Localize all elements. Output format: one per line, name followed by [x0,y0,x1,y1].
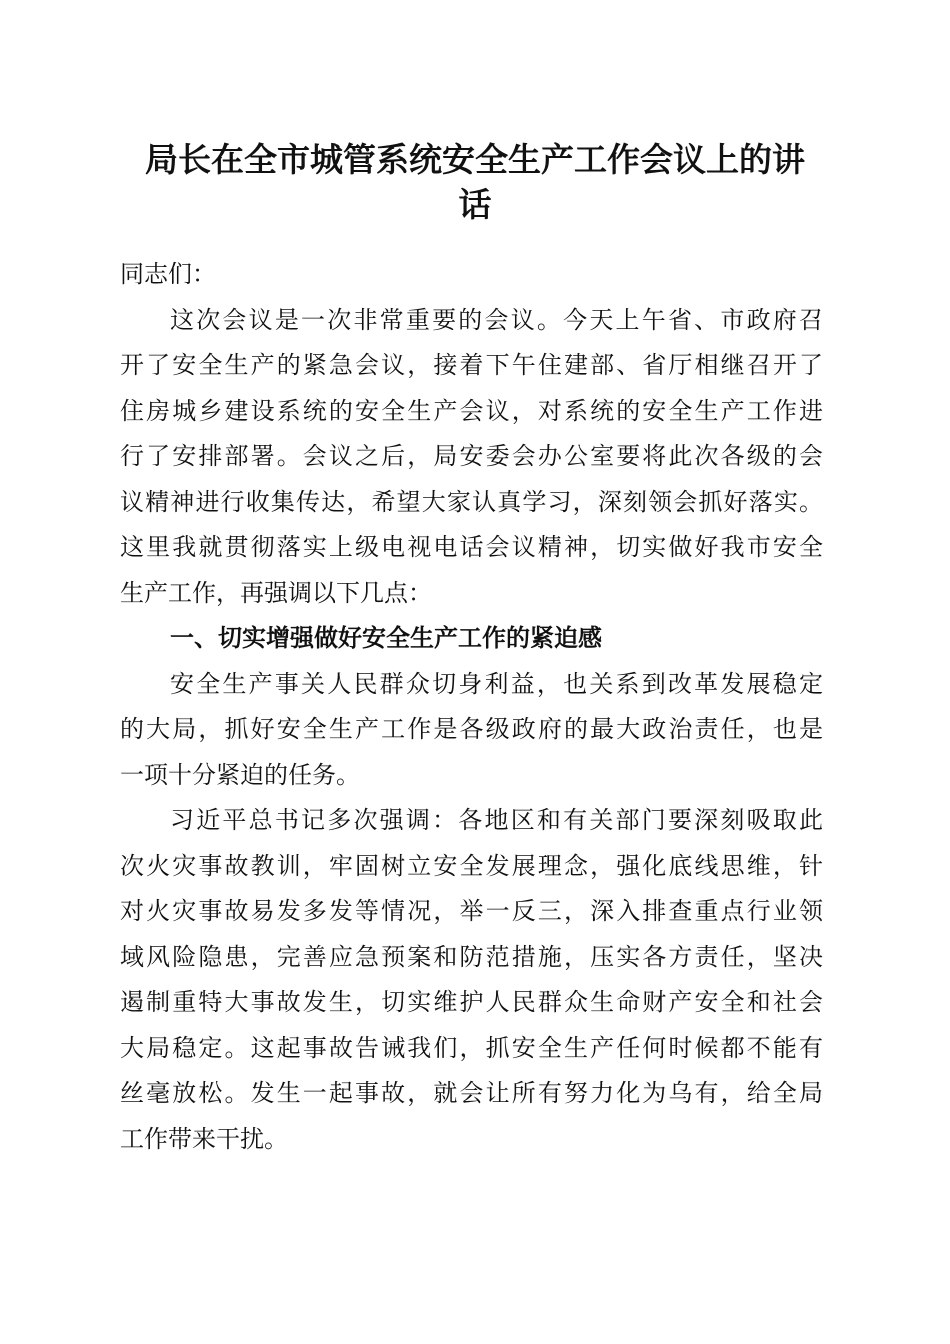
paragraph-line: 遏制重特大事故发生，切实维护人民群众生命财产安全和社会 [120,988,823,1016]
paragraph-line: 次火灾事故教训，牢固树立安全发展理念，强化底线思维，针 [120,851,823,880]
paragraph-line: 安全生产事关人民群众切身利益，也关系到改革发展稳定 [170,669,823,698]
paragraph-line: 域风险隐患，完善应急预案和防范措施，压实各方责任，坚决 [120,942,823,971]
paragraph-line: 行了安排部署。会议之后，局安委会办公室要将此次各级的会 [120,442,823,470]
paragraph-line: 这里我就贯彻落实上级电视电话会议精神，切实做好我市安全 [120,533,823,561]
title-line: 话 [458,185,492,224]
paragraph-line: 丝毫放松。发生一起事故，就会让所有努力化为乌有，给全局 [120,1079,823,1107]
paragraph-line: 这次会议是一次非常重要的会议。今天上午省、市政府召 [170,305,823,334]
paragraph-line: 工作带来干扰。 [120,1124,288,1153]
paragraph-line: 议精神进行收集传达，希望大家认真学习，深刻领会抓好落实。 [120,487,823,516]
paragraph-line: 习近平总书记多次强调：各地区和有关部门要深刻吸取此 [170,806,823,834]
document-title [100,137,850,227]
paragraph-line: 住房城乡建设系统的安全生产会议，对系统的安全生产工作进 [120,396,823,425]
document-body [120,252,823,1162]
salutation: 同志们： [120,260,216,288]
paragraph-line: 大局稳定。这起事故告诫我们，抓安全生产任何时候都不能有 [120,1033,823,1062]
paragraph-line: 生产工作，再强调以下几点： [120,578,432,607]
paragraph-line: 对火灾事故易发多发等情况，举一反三，深入排查重点行业领 [120,897,823,925]
paragraph-line: 一项十分紧迫的任务。 [120,760,360,789]
section-heading: 一、切实增强做好安全生产工作的紧迫感 [170,624,602,652]
paragraph-line: 开了安全生产的紧急会议，接着下午住建部、省厅相继召开了 [120,351,823,379]
paragraph-line: 的大局，抓好安全生产工作是各级政府的最大政治责任，也是 [120,715,823,743]
title-line: 局长在全市城管系统安全生产工作会议上的讲 [145,140,805,179]
